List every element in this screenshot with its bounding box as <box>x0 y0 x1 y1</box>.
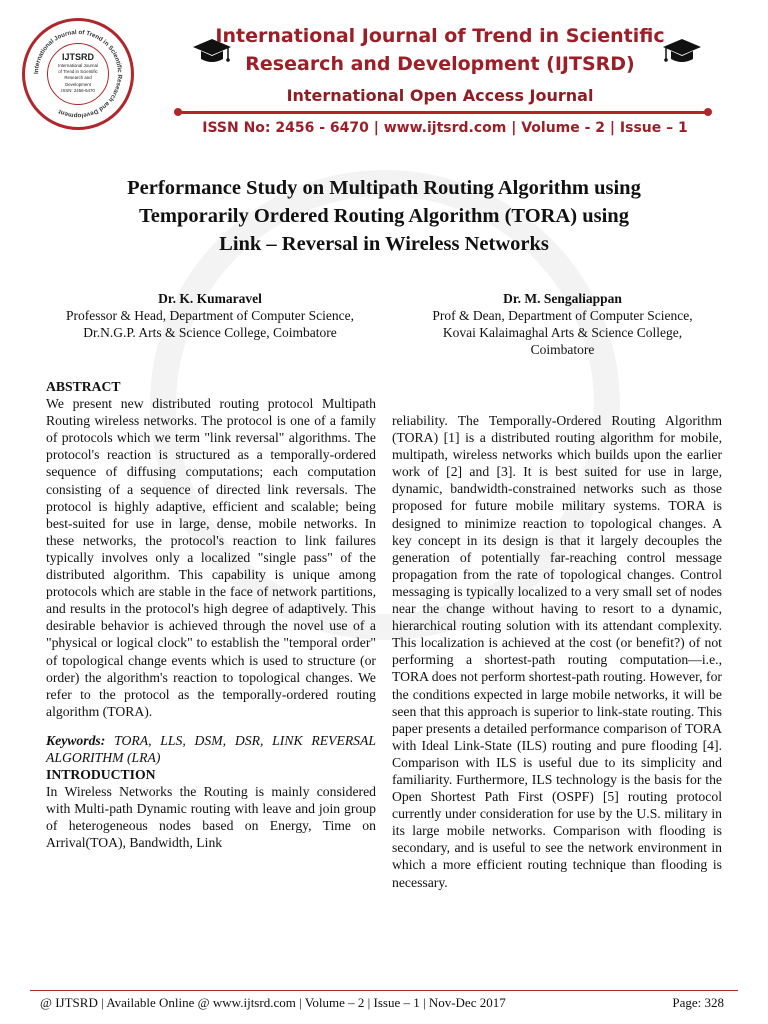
paper-title-line: Link – Reversal in Wireless Networks <box>219 233 549 255</box>
author-affiliation: Coimbatore <box>530 342 595 357</box>
introduction-heading: INTRODUCTION <box>46 767 156 783</box>
journal-title-line1: International Journal of Trend in Scientific <box>215 25 665 47</box>
logo-line: Research and <box>64 75 92 81</box>
keywords <box>46 732 376 766</box>
author-affiliation: Dr.N.G.P. Arts & Science College, Coimbatore <box>83 325 337 340</box>
logo-line: International Journal <box>58 63 98 68</box>
author-affiliation: Kovai Kalaimaghal Arts & Science College, <box>442 325 683 340</box>
logo-issn: ISSN: 2456-6470 <box>61 87 95 93</box>
issn-line: ISSN No: 2456 - 6470 | www.ijtsrd.com | Volume - 2 | Issue – 1 <box>202 120 688 136</box>
paper-title-line: Performance Study on Multipath Routing Algorithm using <box>127 177 641 199</box>
paper-title <box>60 174 708 258</box>
page-number: Page: 328 <box>672 995 724 1010</box>
footer-citation: @ IJTSRD | Available Online @ www.ijtsrd.com | Volume – 2 | Issue – 1 | Nov-Dec 2017 <box>40 995 506 1010</box>
right-column <box>392 412 722 891</box>
keywords-list: TORA, LLS, DSM, DSR, LINK REVERSAL ALGORITHM (LRA) <box>46 732 376 765</box>
journal-logo <box>22 18 134 130</box>
page-footer <box>30 990 738 1021</box>
author-affiliation: Prof & Dean, Department of Computer Science, <box>432 308 693 323</box>
author-block-1 <box>40 290 380 341</box>
abstract-text: We present new distributed routing protocol Multipath Routing wireless networks. The protocol is one of a family of protocols which we term "link reversal" algorithms. The protocol's reaction is structured as a temporally-ordered sequence of diffusing computations; each computation consisting of a sequence of directed link reversals. The protocol is highly adaptive, efficient and scalable; being best-suited for use in large, dense, mobile networks. In these networks, the protocol's reaction to link failures typically involves only a localized "single pass" of the distributed algorithm. This capability is unique among protocols which are stable in the face of network partitions, and results in the protocol's high degree of adaptively. This desirable behavior is achieved through the novel use of a "physical or logical clock" to establish the "temporal order" of topological change events which is used to structure (or order) the algorithm's reaction to topological changes. We refer to the protocol as the temporally-ordered routing algorithm (TORA). <box>46 396 376 719</box>
logo-line: of Trend in Scientific <box>58 69 98 75</box>
header-divider <box>178 111 708 114</box>
author-name: Dr. K. Kumaravel <box>158 291 262 306</box>
svg-text:International Journal of Trend: International Journal of Trend in Scientific Research and Development <box>32 28 124 120</box>
keywords-label: Keywords: <box>46 732 106 748</box>
logo-center <box>47 43 109 105</box>
author-name: Dr. M. Sengaliappan <box>503 291 622 306</box>
abstract-heading: ABSTRACT <box>46 379 121 394</box>
author-affiliation: Professor & Head, Department of Computer Science, <box>66 308 354 323</box>
left-column <box>46 378 376 852</box>
journal-title-line2: Research and Development (IJTSRD) <box>245 53 635 75</box>
journal-subtitle: International Open Access Journal <box>286 86 594 105</box>
logo-line: Development <box>65 81 91 87</box>
paper-title-line: Temporarily Ordered Routing Algorithm (TORA) using <box>139 205 629 227</box>
author-block-2 <box>390 290 735 358</box>
introduction-text: In Wireless Networks the Routing is mainly considered with Multi-path Dynamic routing with leave and join group of heterogeneous nodes based on Energy, Time on Arrival(TOA), Bandwidth, Link <box>46 784 376 851</box>
body-text: reliability. The Temporally-Ordered Routing Algorithm (TORA) [1] is a distributed routing algorithm for mobile, multipath, wireless networks which builds upon the earlier work of [2] and [3]. It is best suited for use in large, dynamic, bandwidth-constrained networks such as those proposed for future mobile military systems. TORA is designed to minimize reaction to topological changes. A key concept in its design is that it largely decouples the generation of potentially far-reaching control message propagation from the rate of topological changes. Control messaging is typically localized to a very small set of nodes near the change without having to resort to a dynamic, hierarchical routing solution with its attendant complexity. This localization is achieved at the cost (or benefit?) of not performing a shortest-path routing computation—i.e., TORA does not perform shortest-path routing. However, for the conditions expected in large mobile networks, it will be seen that this approach is superior to link-state routing. This paper presents a detailed performance comparison of TORA with Ideal Link-State (ILS) routing and pure flooding [4]. Comparison with ILS is useful due to its simplicity and familiarity. Furthermore, ILS technology is the basis for the Open Shortest Path First (OSPF) [5] routing protocol currently under consideration for use by the U.S. military in its large mobile networks. Comparison with flooding is secondary, and is useful to see the network environment in which a more efficient routing technique than flooding is necessary. <box>392 413 722 890</box>
journal-header <box>0 0 768 150</box>
logo-abbrev: IJTSRD <box>61 52 94 62</box>
